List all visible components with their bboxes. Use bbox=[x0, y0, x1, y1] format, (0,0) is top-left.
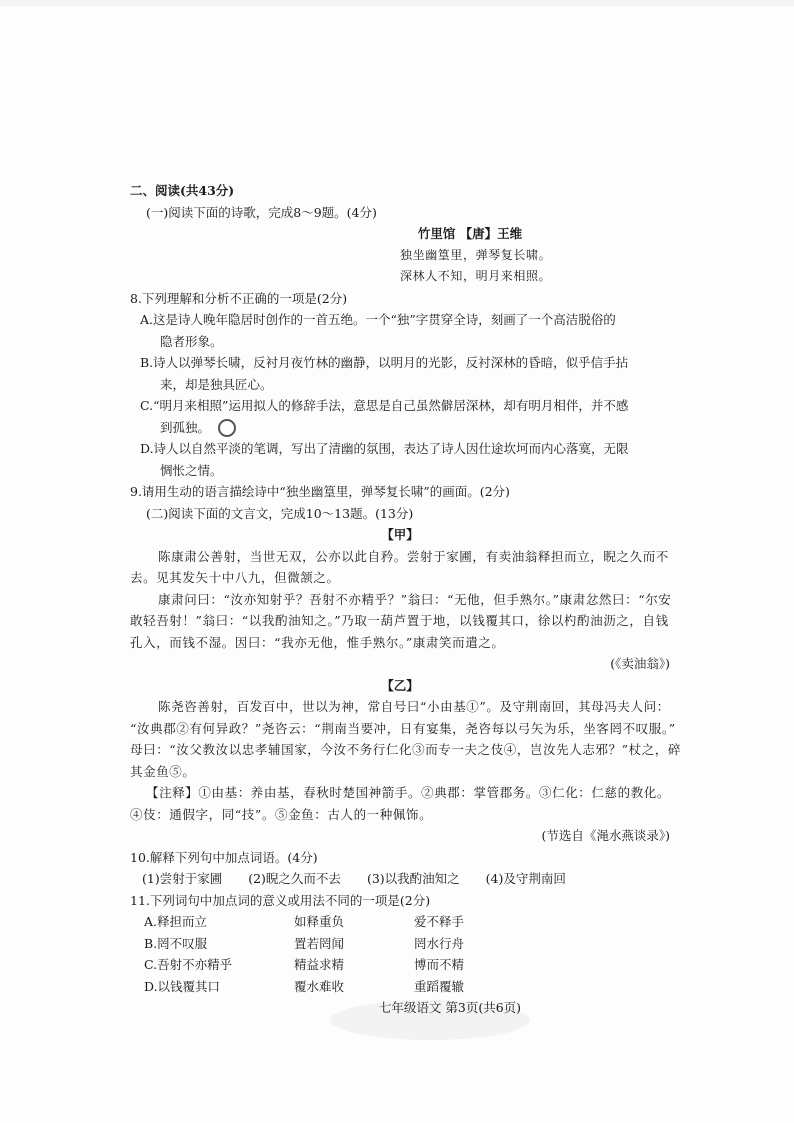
q11-row-a bbox=[130, 911, 670, 933]
q11-d-1: D.以钱覆其口 bbox=[144, 978, 221, 994]
jia-paragraph-1-cont: 去。见其发矢十中八九，但微颔之。 bbox=[130, 570, 340, 585]
q10-items bbox=[130, 868, 670, 890]
passage-yi-label: 【乙】 bbox=[381, 677, 419, 693]
q8-option-d: D.诗人以自然平淡的笔调，写出了清幽的氛围，表达了诗人因仕途坎坷而内心落寞，无限 bbox=[140, 441, 629, 456]
q10-stem: 10.解释下列句中加点词语。(4分) bbox=[130, 849, 318, 865]
exam-content bbox=[130, 180, 682, 1019]
passage-jia-label: 【甲】 bbox=[381, 527, 419, 542]
q11-row-b bbox=[130, 933, 670, 955]
yi-source: (节选自《渑水燕谈录》) bbox=[541, 828, 670, 843]
q11-c-3: 博而不精 bbox=[414, 957, 465, 972]
q8-option-b-cont: 来，却是独具匠心。 bbox=[160, 376, 273, 392]
q10-item-4: (4)及守荆南回 bbox=[485, 871, 566, 886]
q8-option-b: B.诗人以弹琴长啸，反衬月夜竹林的幽静，以明月的光影，反衬深林的昏暗，似乎信手拈 bbox=[140, 355, 629, 370]
q11-row-d bbox=[130, 976, 670, 998]
q10-item-3: (3)以我酌油知之 bbox=[366, 871, 460, 886]
q10-item-2: (2)睨之久而不去 bbox=[248, 871, 341, 886]
part1-intro: (一)阅读下面的诗歌，完成8～9题。(4分) bbox=[146, 204, 377, 220]
q11-a-2: 如释重负 bbox=[294, 914, 345, 929]
q8-stem: 8.下列理解和分析不正确的一项是(2分) bbox=[130, 290, 348, 306]
q10-item-1: (1)尝射于家圃 bbox=[142, 871, 223, 886]
q11-b-1: B.罔不叹服 bbox=[144, 935, 208, 951]
poem-line-1: 独坐幽篁里，弹琴复长啸。 bbox=[400, 247, 552, 262]
yi-paragraph: 陈尧咨善射，百发百中，世以为神，常自号曰“小由基①”。及守荆南回，其母冯夫人问： bbox=[158, 699, 670, 714]
jia-paragraph-2-cont2: 孔入，而钱不湿。因曰：“我亦无他，惟手熟尔。”康肃笑而遣之。 bbox=[130, 634, 505, 650]
q11-b-2: 置若罔闻 bbox=[294, 935, 345, 951]
jia-paragraph-2-cont: 敢轻吾射！”翁曰：“以我酌油知之。”乃取一葫芦置于地，以钱覆其口，徐以杓酌油沥之，自钱 bbox=[130, 613, 669, 628]
q11-stem: 11.下列词句中加点词的意义或用法不同的一项是(2分) bbox=[130, 892, 431, 908]
yi-paragraph-cont3: 其金鱼⑤。 bbox=[130, 763, 196, 779]
q11-a-3: 爱不释手 bbox=[414, 914, 465, 929]
q11-b-3: 罔水行舟 bbox=[414, 935, 465, 951]
poem-line-2: 深林人不知，明月来相照。 bbox=[400, 269, 552, 283]
q8-option-d-cont: 惆怅之情。 bbox=[160, 462, 223, 478]
part2-intro: (二)阅读下面的文言文，完成10～13题。(13分) bbox=[146, 505, 414, 521]
page-footer: 七年级语文 第3页(共6页) bbox=[378, 1000, 522, 1015]
q11-c-2: 精益求精 bbox=[294, 957, 345, 972]
q8-option-c: C.“明月来相照”运用拟人的修辞手法，意思是自己虽然僻居深林，却有明月相伴，并不感 bbox=[140, 398, 629, 413]
section-title: 二、阅读(共43分) bbox=[130, 183, 235, 198]
jia-source: (《卖油翁》) bbox=[610, 656, 670, 671]
q11-d-2: 覆水难收 bbox=[294, 978, 345, 994]
q11-row-c bbox=[130, 954, 670, 976]
yi-paragraph-cont: “汝典郡②有何异政？”尧咨云：“荆南当要冲，日有宴集，尧咨每以弓矢为乐，坐客罔不叹服。” bbox=[130, 720, 676, 736]
jia-paragraph-2: 康肃问曰：“汝亦知射乎？吾射不亦精乎？”翁曰：“无他，但手熟尔。”康肃忿然曰：“尔安 bbox=[158, 591, 672, 607]
q11-d-3: 重蹈覆辙 bbox=[414, 978, 465, 994]
yi-notes: 【注释】①由基：养由基，春秋时楚国神箭手。②典郡：掌管郡务。③仁化：仁慈的教化。 bbox=[146, 785, 671, 800]
yi-notes-cont: ④伎：通假字，同“技”。⑤金鱼：古人的一种佩饰。 bbox=[130, 806, 433, 822]
q8-option-a-cont: 隐者形象。 bbox=[160, 333, 223, 349]
q8-option-c-cont: 到孤独。 bbox=[130, 417, 670, 439]
q9-stem: 9.请用生动的语言描绘诗中“独坐幽篁里，弹琴复长啸”的画面。(2分) bbox=[130, 484, 510, 499]
q8-option-a: A.这是诗人晚年隐居时创作的一首五绝。一个“独”字贯穿全诗，刻画了一个高洁脱俗的 bbox=[140, 312, 616, 327]
jia-paragraph-1: 陈康肃公善射，当世无双，公亦以此自矜。尝射于家圃，有卖油翁释担而立，睨之久而不 bbox=[158, 548, 669, 564]
ink-mark-icon bbox=[218, 419, 236, 437]
q11-a-1: A.释担而立 bbox=[144, 914, 208, 929]
poem-title: 竹里馆 【唐】王维 bbox=[417, 226, 523, 241]
q11-c-1: C.吾射不亦精乎 bbox=[144, 957, 233, 972]
yi-paragraph-cont2: 母曰：“汝父教汝以忠孝辅国家，今汝不务行仁化③而专一夫之伎④，岂汝先人志邪？”杖之，碎 bbox=[130, 742, 682, 757]
